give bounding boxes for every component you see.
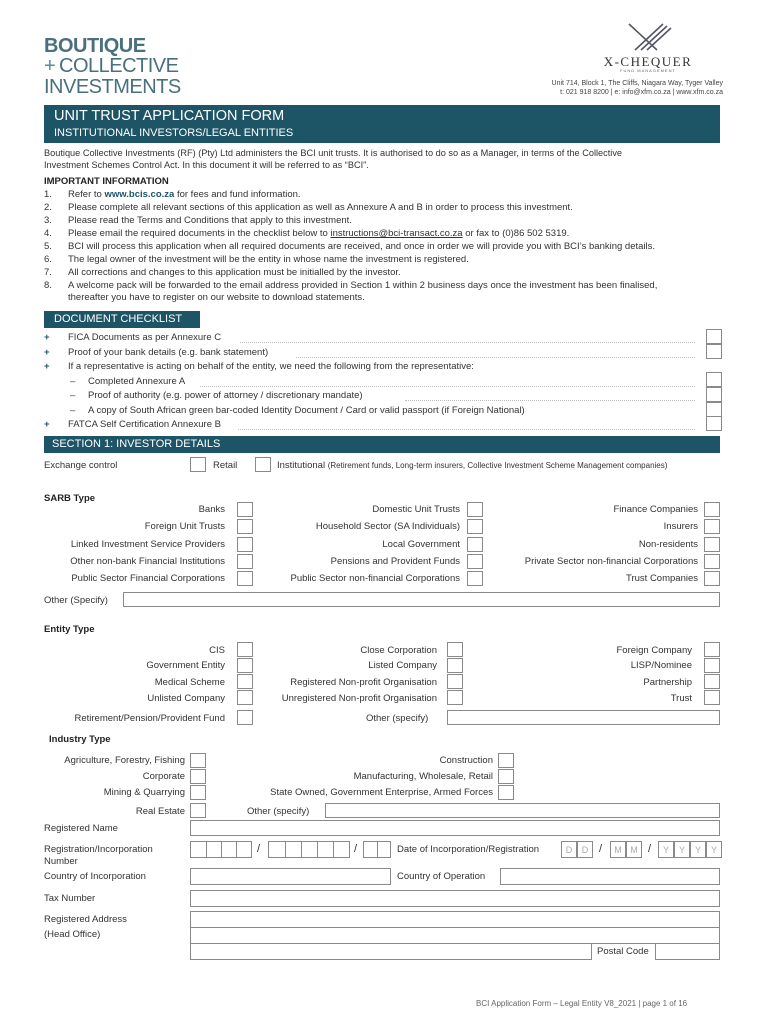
sarb-foreign-unit-trusts: Foreign Unit Trusts — [144, 521, 225, 532]
sarb-other-label: Other (Specify) — [44, 595, 108, 606]
sarb-local-government: Local Government — [382, 539, 460, 550]
xchequer-logo — [588, 22, 708, 74]
checkbox-entity-trust[interactable] — [704, 690, 720, 705]
checklist-rep-id: – A copy of South African green bar-coded Identity Document / Card or valid passport (if Foreign National) — [70, 405, 525, 416]
checkbox-entity-government[interactable] — [237, 658, 253, 673]
checklist-fica: + FICA Documents as per Annexure C — [44, 332, 222, 343]
checkbox-entity-partnership[interactable] — [704, 674, 720, 689]
entity-other-input[interactable] — [447, 710, 720, 725]
checkbox-sarb-finance-companies[interactable] — [704, 502, 720, 517]
industry-real-estate: Real Estate — [135, 806, 185, 817]
date-m1[interactable]: M — [610, 841, 626, 858]
entity-government: Government Entity — [146, 660, 225, 671]
important-item-1: 1. Refer to www.bcis.co.za for fees and fund information. — [44, 189, 301, 200]
logo-line-2: COLLECTIVE — [59, 55, 179, 77]
checkbox-entity-lisp-nominee[interactable] — [704, 658, 720, 673]
industry-agriculture: Agriculture, Forestry, Fishing — [64, 755, 185, 766]
title-banner — [44, 105, 720, 143]
retail-label: Retail — [213, 460, 238, 471]
checkbox-bank[interactable] — [706, 344, 722, 359]
important-item-4: 4. Please email the required documents in the checklist below to instructions@bci-transact.co.za or fax to (0)86 502 5319. — [44, 228, 570, 239]
xchequer-name: X-CHEQUER — [603, 54, 693, 69]
sarb-non-residents: Non-residents — [638, 539, 698, 550]
logo-line-1: BOUTIQUE — [44, 35, 146, 57]
industry-other-label: Other (specify) — [247, 806, 310, 817]
sarb-public-financial: Public Sector Financial Corporations — [71, 573, 225, 584]
entity-medical: Medical Scheme — [154, 677, 225, 688]
address-line-1-input[interactable] — [190, 911, 720, 928]
checkbox-entity-close-corp[interactable] — [447, 642, 463, 657]
reg-number-part-1[interactable] — [190, 841, 252, 858]
sarb-banks: Banks — [198, 504, 225, 515]
sarb-public-nonfinancial: Public Sector non-financial Corporations — [290, 573, 460, 584]
checkbox-sarb-local-government[interactable] — [467, 537, 483, 552]
postal-code-input[interactable] — [655, 943, 720, 960]
checkbox-industry-manufacturing[interactable] — [498, 769, 514, 784]
checkbox-entity-cis[interactable] — [237, 642, 253, 657]
date-y4[interactable]: Y — [706, 841, 722, 858]
important-item-8-cont: thereafter you have to register on our website to download statements. — [68, 292, 365, 303]
xchequer-emblem-icon — [623, 22, 673, 52]
entity-listed: Listed Company — [368, 660, 437, 671]
entity-retirement: Retirement/Pension/Provident Fund — [74, 713, 225, 724]
industry-state-owned: State Owned, Government Enterprise, Armed Forces — [270, 787, 493, 798]
checkbox-authority[interactable] — [706, 387, 722, 402]
sarb-lisp: Linked Investment Service Providers — [70, 539, 225, 550]
logo-line-3: INVESTMENTS — [44, 76, 181, 98]
date-slash-1: / — [599, 843, 603, 855]
address-line-2-input[interactable] — [190, 927, 720, 944]
important-heading: IMPORTANT INFORMATION — [44, 176, 169, 187]
page-subtitle: INSTITUTIONAL INVESTORS/LEGAL ENTITIES — [54, 127, 294, 139]
sarb-heading: SARB Type — [44, 493, 96, 504]
sarb-pensions: Pensions and Provident Funds — [330, 556, 460, 567]
checklist-bank: + Proof of your bank details (e.g. bank statement) — [44, 347, 269, 358]
registered-address-label: Registered Address — [44, 914, 127, 925]
date-m2[interactable]: M — [626, 841, 642, 858]
checkbox-fatca[interactable] — [706, 416, 722, 431]
date-y2[interactable]: Y — [674, 841, 690, 858]
industry-mining: Mining & Quarrying — [103, 787, 185, 798]
checkbox-sarb-non-residents[interactable] — [704, 537, 720, 552]
date-d1[interactable]: D — [561, 841, 577, 858]
entity-lisp-nominee: LISP/Nominee — [630, 660, 692, 671]
checkbox-industry-agriculture[interactable] — [190, 753, 206, 768]
important-item-6: 6. The legal owner of the investment will be the entity in whose name the investment is registered. — [44, 254, 469, 265]
registration-number-label: Registration/Incorporation — [44, 844, 153, 855]
checkbox-fica[interactable] — [706, 329, 722, 344]
checkbox-entity-medical[interactable] — [237, 674, 253, 689]
entity-other-label: Other (specify) — [366, 713, 429, 724]
page-footer: BCI Application Form – Legal Entity V8_2021 | page 1 of 16 — [476, 999, 688, 1008]
checkbox-sarb-public-nonfinancial[interactable] — [467, 571, 483, 586]
sarb-private-nonfinancial: Private Sector non-financial Corporations — [524, 556, 698, 567]
address-line-3-input[interactable] — [190, 943, 592, 960]
checklist-heading: DOCUMENT CHECKLIST — [54, 313, 183, 325]
exchange-control-label: Exchange control — [44, 460, 118, 471]
checklist-banner — [44, 311, 200, 328]
checkbox-industry-real-estate[interactable] — [190, 803, 206, 818]
entity-foreign: Foreign Company — [616, 645, 692, 656]
page-title: UNIT TRUST APPLICATION FORM — [54, 108, 285, 124]
entity-unregistered-npo: Unregistered Non-profit Organisation — [281, 693, 437, 704]
checkbox-entity-foreign[interactable] — [704, 642, 720, 657]
checkbox-industry-construction[interactable] — [498, 753, 514, 768]
important-item-7: 7. All corrections and changes to this application must be initialled by the investor. — [44, 267, 401, 278]
intro-text-2: Investment Schemes Control Act. In this document it will be referred to as “BCI”. — [44, 160, 369, 170]
industry-other-input[interactable] — [325, 803, 720, 818]
country-operation-input[interactable] — [500, 868, 720, 885]
sarb-other-input[interactable] — [123, 592, 720, 607]
address-line-1: Unit 714, Block 1, The Cliffs, Niagara Way, Tyger Valley — [551, 80, 723, 87]
checkbox-sarb-insurers[interactable] — [704, 519, 720, 534]
important-item-5: 5. BCI will process this application when all required documents are received, and once in order we will provide you with BCI’s banking details. — [44, 241, 656, 252]
country-incorporation-input[interactable] — [190, 868, 391, 885]
intro-text: Boutique Collective Investments (RF) (Pty) Ltd administers the BCI unit trusts. It is authorised to do so as a Manager, in terms of the Collective — [44, 148, 623, 158]
checkbox-sarb-public-financial[interactable] — [237, 571, 253, 586]
sarb-domestic-unit-trusts: Domestic Unit Trusts — [372, 504, 460, 515]
checkbox-sarb-domestic-unit-trusts[interactable] — [467, 502, 483, 517]
checkbox-sarb-banks[interactable] — [237, 502, 253, 517]
checkbox-id[interactable] — [706, 402, 722, 417]
checkbox-sarb-trust-companies[interactable] — [704, 571, 720, 586]
sarb-insurers: Insurers — [663, 521, 698, 532]
checkbox-entity-retirement[interactable] — [237, 710, 253, 725]
important-item-3: 3. Please read the Terms and Conditions that apply to this investment. — [44, 215, 352, 226]
important-item-8: 8. A welcome pack will be forwarded to the email address provided in Section 1 within 2 business days once the investment has been finalised, — [44, 280, 658, 291]
instructions-email-link[interactable]: instructions@bci-transact.co.za — [330, 228, 463, 239]
industry-construction: Construction — [439, 755, 493, 766]
section1-banner — [44, 436, 720, 453]
entity-cis: CIS — [209, 645, 225, 656]
checkbox-sarb-lisp[interactable] — [237, 537, 253, 552]
checklist-rep-annexure-a: – Completed Annexure A — [70, 376, 186, 387]
reg-number-part-2[interactable] — [268, 841, 350, 858]
reg-number-slash-2: / — [354, 843, 358, 855]
industry-heading: Industry Type — [49, 734, 111, 745]
entity-partnership: Partnership — [643, 677, 692, 688]
tax-number-input[interactable] — [190, 890, 720, 907]
checklist-rep-authority: – Proof of authority (e.g. power of attorney / discretionary mandate) — [70, 390, 363, 401]
entity-heading: Entity Type — [44, 624, 95, 635]
checkbox-sarb-private-nonfinancial[interactable] — [704, 554, 720, 569]
checkbox-entity-unlisted[interactable] — [237, 690, 253, 705]
registered-name-input[interactable] — [190, 820, 720, 836]
sarb-trust-companies: Trust Companies — [626, 573, 698, 584]
date-slash-2: / — [648, 843, 652, 855]
checkbox-sarb-other-nonbank[interactable] — [237, 554, 253, 569]
date-y3[interactable]: Y — [690, 841, 706, 858]
checkbox-sarb-pensions[interactable] — [467, 554, 483, 569]
registration-number-label-2: Number — [44, 856, 78, 867]
important-item-2: 2. Please complete all relevant sections of this application as well as Annexure A and B in order to process this investment. — [44, 202, 573, 213]
checkbox-industry-state-owned[interactable] — [498, 785, 514, 800]
date-y1[interactable]: Y — [658, 841, 674, 858]
postal-code-label: Postal Code — [597, 946, 649, 957]
checkbox-annexure-a[interactable] — [706, 372, 722, 387]
tax-number-label: Tax Number — [44, 893, 96, 904]
checkbox-sarb-household[interactable] — [467, 519, 483, 534]
entity-close-corp: Close Corporation — [360, 645, 437, 656]
registered-address-label-2: (Head Office) — [44, 929, 101, 940]
industry-manufacturing: Manufacturing, Wholesale, Retail — [353, 771, 493, 782]
sarb-finance-companies: Finance Companies — [613, 504, 698, 515]
country-operation-label: Country of Operation — [397, 871, 486, 882]
checklist-fatca: + FATCA Self Certification Annexure B — [44, 419, 221, 430]
sarb-other-nonbank: Other non-bank Financial Institutions — [70, 556, 225, 567]
country-incorporation-label: Country of Incorporation — [44, 871, 146, 882]
logo-cross-icon: + — [44, 55, 56, 77]
registered-name-label: Registered Name — [44, 823, 118, 834]
checkbox-entity-registered-npo[interactable] — [447, 674, 463, 689]
sarb-household: Household Sector (SA Individuals) — [315, 521, 460, 532]
checkbox-industry-corporate[interactable] — [190, 769, 206, 784]
section1-heading: SECTION 1: INVESTOR DETAILS — [52, 438, 221, 450]
address-line-2: t: 021 918 8200 | e: info@xfm.co.za | www.xfm.co.za — [560, 89, 723, 96]
checkbox-industry-mining[interactable] — [190, 785, 206, 800]
checklist-representative: + If a representative is acting on behalf of the entity, we need the following from the representative: — [44, 361, 474, 372]
reg-number-part-3[interactable] — [363, 841, 391, 858]
checkbox-institutional[interactable] — [255, 457, 271, 472]
xchequer-sub: FUND MANAGEMENT — [620, 68, 676, 73]
checkbox-entity-listed[interactable] — [447, 658, 463, 673]
industry-corporate: Corporate — [142, 771, 185, 782]
checkbox-entity-unregistered-npo[interactable] — [447, 690, 463, 705]
bci-logo — [44, 36, 214, 98]
reg-number-slash-1: / — [257, 843, 261, 855]
bcis-link[interactable]: www.bcis.co.za — [104, 189, 175, 200]
checkbox-sarb-foreign-unit-trusts[interactable] — [237, 519, 253, 534]
entity-trust: Trust — [670, 693, 692, 704]
entity-registered-npo: Registered Non-profit Organisation — [290, 677, 437, 688]
institutional-label: Institutional (Retirement funds, Long-term insurers, Collective Investment Scheme Management companies) — [277, 460, 668, 471]
checkbox-retail[interactable] — [190, 457, 206, 472]
date-d2[interactable]: D — [577, 841, 593, 858]
date-label: Date of Incorporation/Registration — [397, 844, 540, 855]
entity-unlisted: Unlisted Company — [147, 693, 225, 704]
